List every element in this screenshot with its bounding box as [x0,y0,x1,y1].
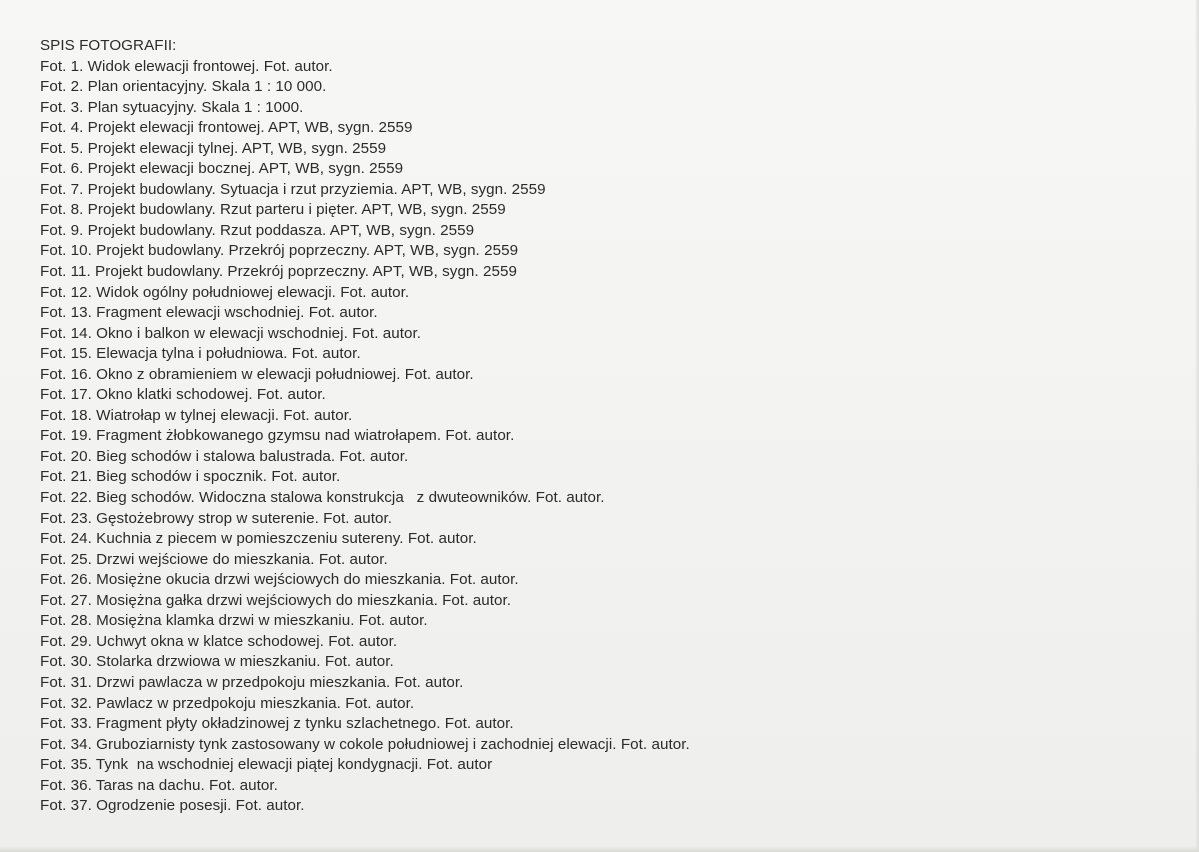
list-item: Fot. 20. Bieg schodów i stalowa balustrada. Fot. autor. [40,447,409,465]
scan-edge-right [1195,0,1199,852]
list-item: Fot. 7. Projekt budowlany. Sytuacja i rzut przyziemia. APT, WB, sygn. 2559 [40,180,546,198]
list-item: Fot. 22. Bieg schodów. Widoczna stalowa konstrukcja z dwuteowników. Fot. autor. [40,489,605,507]
list-item: Fot. 14. Okno i balkon w elewacji wschodniej. Fot. autor. [40,324,422,342]
list-item: Fot. 34. Gruboziarnisty tynk zastosowany w cokole południowej i zachodniej elewacji. Fot. autor. [40,735,690,753]
list-item: Fot. 31. Drzwi pawlacza w przedpokoju mieszkania. Fot. autor. [40,673,464,691]
list-item: Fot. 5. Projekt elewacji tylnej. APT, WB, sygn. 2559 [40,139,387,157]
list-item: Fot. 6. Projekt elewacji bocznej. APT, WB, sygn. 2559 [40,160,404,178]
list-item: Fot. 25. Drzwi wejściowe do mieszkania. Fot. autor. [40,550,388,568]
list-item: Fot. 32. Pawlacz w przedpokoju mieszkania. Fot. autor. [40,694,415,712]
list-item: Fot. 4. Projekt elewacji frontowej. APT, WB, sygn. 2559 [40,119,413,137]
list-item: Fot. 30. Stolarka drzwiowa w mieszkaniu. Fot. autor. [40,653,394,671]
list-item: Fot. 29. Uchwyt okna w klatce schodowej. Fot. autor. [40,632,398,650]
list-heading: SPIS FOTOGRAFII: [40,37,177,54]
list-item: Fot. 24. Kuchnia z piecem w pomieszczeniu sutereny. Fot. autor. [40,530,477,548]
list-item: Fot. 11. Projekt budowlany. Przekrój poprzeczny. APT, WB, sygn. 2559 [40,263,517,281]
list-item: Fot. 18. Wiatrołap w tylnej elewacji. Fot. autor. [40,406,353,424]
list-item: Fot. 2. Plan orientacyjny. Skala 1 : 10 000. [40,78,327,96]
list-item: Fot. 13. Fragment elewacji wschodniej. Fot. autor. [40,304,378,322]
scan-edge-bottom [0,846,1199,852]
list-item: Fot. 17. Okno klatki schodowej. Fot. autor. [40,386,326,404]
list-item: Fot. 28. Mosiężna klamka drzwi w mieszkaniu. Fot. autor. [40,612,428,630]
list-item: Fot. 12. Widok ogólny południowej elewacji. Fot. autor. [40,283,410,301]
list-item: Fot. 1. Widok elewacji frontowej. Fot. autor. [40,57,333,75]
list-item: Fot. 23. Gęstożebrowy strop w suterenie. Fot. autor. [40,509,393,527]
list-item: Fot. 37. Ogrodzenie posesji. Fot. autor. [40,797,305,815]
list-item: Fot. 16. Okno z obramieniem w elewacji południowej. Fot. autor. [40,365,474,383]
list-item: Fot. 15. Elewacja tylna i południowa. Fot. autor. [40,345,361,363]
photo-list [40,57,1160,817]
list-item: Fot. 10. Projekt budowlany. Przekrój poprzeczny. APT, WB, sygn. 2559 [40,242,519,260]
photo-list-section [40,36,1160,817]
list-item: Fot. 33. Fragment płyty okładzinowej z tynku szlachetnego. Fot. autor. [40,715,514,733]
list-item: Fot. 36. Taras na dachu. Fot. autor. [40,776,278,794]
list-item: Fot. 21. Bieg schodów i spocznik. Fot. autor. [40,468,341,486]
list-item: Fot. 27. Mosiężna gałka drzwi wejściowych do mieszkania. Fot. autor. [40,591,512,609]
list-item: Fot. 19. Fragment żłobkowanego gzymsu nad wiatrołapem. Fot. autor. [40,427,515,445]
list-item: Fot. 26. Mosiężne okucia drzwi wejściowych do mieszkania. Fot. autor. [40,571,519,589]
list-item: Fot. 35. Tynk na wschodniej elewacji piątej kondygnacji. Fot. autor [40,756,493,774]
list-item: Fot. 9. Projekt budowlany. Rzut poddasza. APT, WB, sygn. 2559 [40,221,475,239]
list-item: Fot. 8. Projekt budowlany. Rzut parteru i pięter. APT, WB, sygn. 2559 [40,201,506,219]
list-item: Fot. 3. Plan sytuacyjny. Skala 1 : 1000. [40,98,304,116]
